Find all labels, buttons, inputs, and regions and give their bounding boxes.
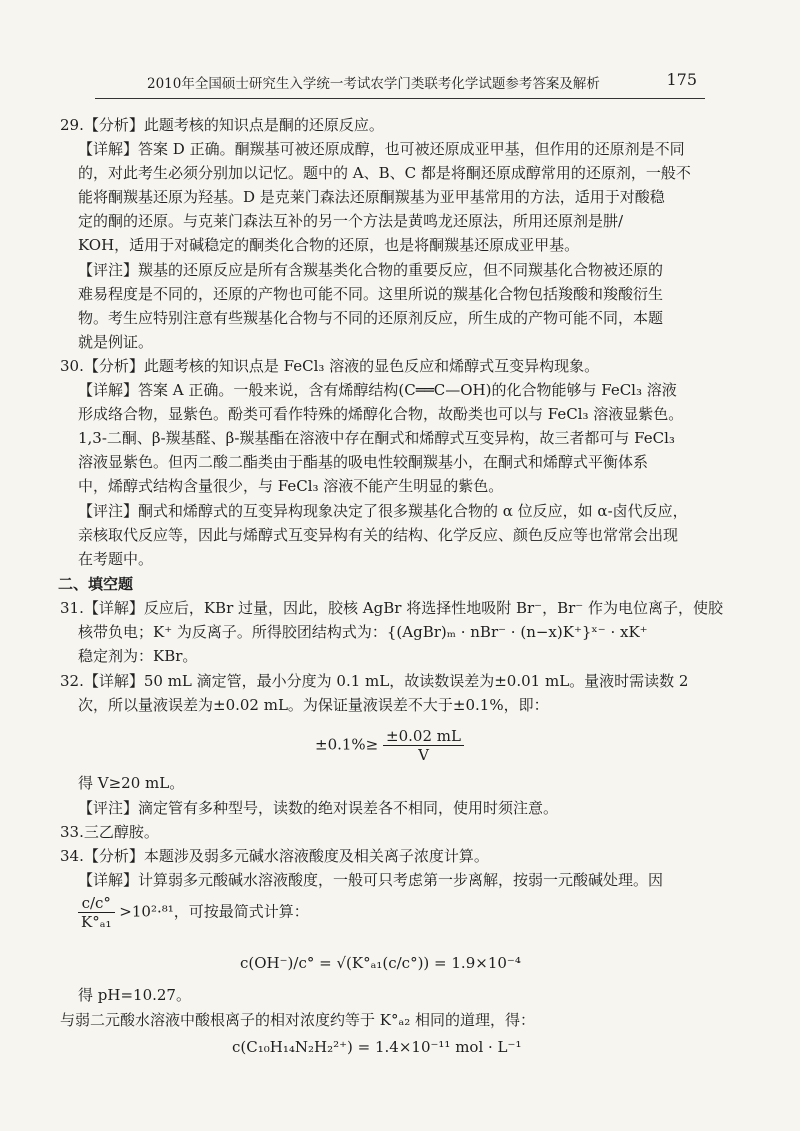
formula-q32-denominator: V (418, 746, 429, 764)
text-line: 亲核取代反应等，因此与烯醇式互变异构有关的结构、化学反应、颜色反应等也常常会出现 (78, 526, 679, 544)
text-line: 32.【详解】50 mL 滴定管，最小分度为 0.1 mL，故读数误差为±0.01 mL。量液时需读数 2 (60, 672, 689, 690)
formula-q34-numerator: c/c° (78, 894, 115, 913)
page-number: 175 (666, 70, 697, 89)
text-line: 得 pH=10.27。 (78, 986, 191, 1004)
text-line: 次，所以量液误差为±0.02 mL。为保证量液误差不大于±0.1%，即： (78, 696, 549, 714)
text-line: 难易程度是不同的，还原的产物也可能不同。这里所说的羰基化合物包括羧酸和羧酸衍生 (78, 285, 664, 303)
text-line: 得 V≥20 mL。 (78, 774, 185, 792)
formula-q32-left: ±0.1%≥ (315, 735, 379, 754)
text-line: 【评注】羰基的还原反应是所有含羰基类化合物的重要反应，但不同羰基化合物被还原的 (78, 261, 664, 279)
text-line: KOH，适用于对碱稳定的酮类化合物的还原，也是将酮羰基还原成亚甲基。 (78, 236, 580, 254)
text-line: 中，烯醇式结构含量很少，与 FeCl₃ 溶液不能产生明显的紫色。 (78, 477, 504, 495)
text-line: 的，对此考生必须分别加以记忆。题中的 A、B、C 都是将酮还原成醇常用的还原剂，一般不 (78, 164, 691, 182)
text-line: 核带负电；K⁺ 为反离子。所得胶团结构式为：{(AgBr)ₘ · nBr⁻ · (n−x)K⁺}ˣ⁻ · xK⁺ (78, 623, 648, 641)
text-line: 【评注】滴定管有多种型号，读数的绝对误差各不相同，使用时须注意。 (78, 799, 559, 817)
header-title: 2010年全国硕士研究生入学统一考试农学门类联考化学试题参考答案及解析 (147, 76, 600, 92)
text-line: 就是例证。 (78, 333, 154, 351)
text-line: 与弱二元酸水溶液中酸根离子的相对浓度约等于 K°ₐ₂ 相同的道理，得： (60, 1011, 536, 1029)
formula-q34-fraction (78, 894, 115, 931)
text-line: 33.三乙醇胺。 (60, 823, 159, 841)
formula-q34-tail: >10²·⁸¹，可按最简式计算： (119, 902, 309, 921)
text-line: 30.【分析】此题考核的知识点是 FeCl₃ 溶液的显色反应和烯醇式互变异构现象。 (60, 357, 600, 375)
text-line: 在考题中。 (78, 550, 154, 568)
text-line: 【详解】答案 A 正确。一般来说，含有烯醇结构(C══C—OH)的化合物能够与 FeCl₃ 溶液 (78, 381, 677, 399)
formula-q34-oh: c(OH⁻)/c° = √(K°ₐ₁(c/c°)) = 1.9×10⁻⁴ (240, 954, 521, 972)
formula-q34-ratio (78, 894, 309, 931)
text-line: 稳定剂为：KBr。 (78, 647, 198, 665)
text-line: 【详解】答案 D 正确。酮羰基可被还原成醇，也可被还原成亚甲基，但作用的还原剂是不同 (78, 140, 685, 158)
formula-q34-concentration: c(C₁₀H₁₄N₂H₂²⁺) = 1.4×10⁻¹¹ mol · L⁻¹ (232, 1038, 522, 1056)
formula-q34-denominator: K°ₐ₁ (81, 913, 112, 931)
text-line: 34.【分析】本题涉及弱多元碱水溶液酸度及相关离子浓度计算。 (60, 847, 489, 865)
text-line: 31.【详解】反应后，KBr 过量，因此，胶核 AgBr 将选择性地吸附 Br⁻，Br⁻ 作为电位离子，使胶 (60, 599, 723, 617)
text-line: 【详解】计算弱多元酸碱水溶液酸度，一般可只考虑第一步离解，按弱一元酸碱处理。因 (78, 871, 664, 889)
text-line: 物。考生应特别注意有些羰基化合物与不同的还原剂反应，所生成的产物可能不同，本题 (78, 309, 664, 327)
formula-q32-fraction (383, 727, 464, 764)
running-header (95, 68, 705, 99)
text-line: 29.【分析】此题考核的知识点是酮的还原反应。 (60, 116, 384, 134)
text-line: 形成络合物，显紫色。酚类可看作特殊的烯醇化合物，故酚类也可以与 FeCl₃ 溶液显紫色。 (78, 405, 684, 423)
text-line: 能将酮羰基还原为羟基。D 是克莱门森法还原酮羰基为亚甲基常用的方法，适用于对酸稳 (78, 188, 665, 206)
formula-q32 (315, 727, 464, 764)
text-line: 1,3-二酮、β-羰基醛、β-羰基酯在溶液中存在酮式和烯醇式互变异构，故三者都可与 FeCl₃ (78, 429, 675, 447)
text-line: 【评注】酮式和烯醇式的互变异构现象决定了很多羰基化合物的 α 位反应，如 α-卤代反应， (78, 502, 688, 520)
text-line: 溶液显紫色。但丙二酸二酯类由于酯基的吸电性较酮羰基小，在酮式和烯醇式平衡体系 (78, 453, 649, 471)
text-line: 二、填空题 (58, 575, 134, 593)
text-line: 定的酮的还原。与克莱门森法互补的另一个方法是黄鸣龙还原法，所用还原剂是肼/ (78, 212, 624, 230)
formula-q32-numerator: ±0.02 mL (383, 727, 464, 746)
